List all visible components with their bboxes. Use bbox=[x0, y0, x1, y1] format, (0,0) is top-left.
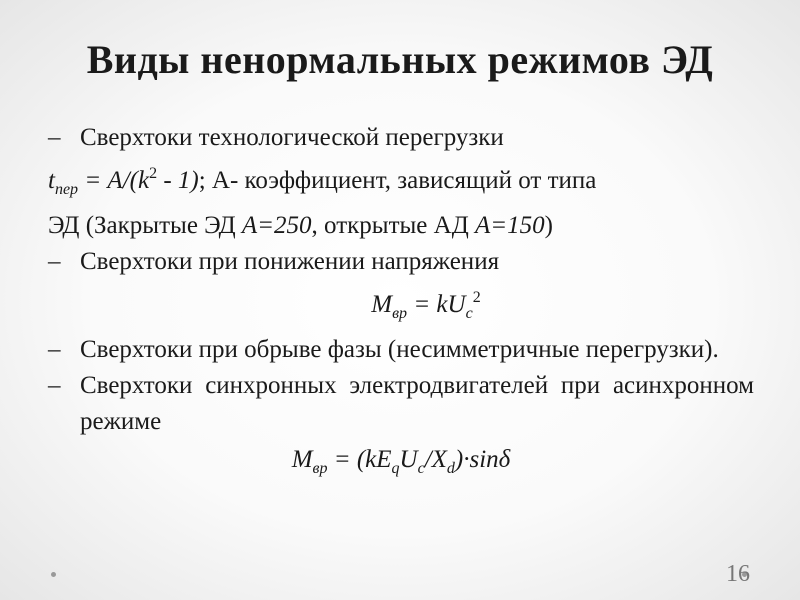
formula-time-overload bbox=[48, 156, 754, 208]
formula-eq: = A/(k bbox=[78, 167, 150, 194]
slide-title: Виды ненормальных режимов ЭД bbox=[86, 37, 714, 82]
formula-u: U bbox=[399, 446, 418, 473]
formula-superscript: 2 bbox=[149, 165, 158, 182]
formula-m-subscript: вр bbox=[312, 460, 328, 477]
bullet-text: Сверхтоки при обрыве фазы (несимметричные перегрузки). bbox=[80, 336, 719, 363]
formula-torque-voltage bbox=[48, 280, 754, 332]
slide-body bbox=[48, 120, 754, 487]
formula-x: /X bbox=[424, 446, 447, 473]
formula-m-subscript: вр bbox=[392, 305, 408, 322]
formula-u-subscript: c bbox=[465, 305, 473, 322]
bullet-item-phase-loss bbox=[48, 332, 754, 368]
bullet-item-undervoltage bbox=[48, 244, 754, 280]
formula-end: )·sinδ bbox=[454, 446, 511, 473]
formula-description-line2 bbox=[48, 208, 754, 244]
bullet-dash: – bbox=[48, 124, 61, 151]
bullet-text: Сверхтоки при понижении напряжения bbox=[80, 248, 500, 275]
formula-superscript: 2 bbox=[472, 289, 481, 306]
formula-m: M bbox=[291, 446, 313, 473]
desc-text-mid: , открытые АД bbox=[311, 212, 475, 239]
formula-description: ; А- коэффициент, зависящий от типа bbox=[198, 167, 597, 194]
bullet-text: Сверхтоки технологической перегрузки bbox=[80, 124, 504, 151]
bullet-item-overload bbox=[48, 120, 754, 156]
bullet-dash: – bbox=[48, 248, 61, 275]
formula-e-subscript: q bbox=[391, 460, 400, 477]
bullet-dash: – bbox=[48, 372, 61, 399]
bullet-text: Сверхтоки синхронных электродвигателей при асинхронном режиме bbox=[80, 372, 754, 435]
formula-u-subscript: c bbox=[417, 460, 425, 477]
formula-t: t bbox=[48, 167, 55, 194]
formula-eq: = kU bbox=[407, 291, 466, 318]
formula-m: M bbox=[371, 291, 393, 318]
formula-x-subscript: d bbox=[446, 460, 455, 477]
desc-text: ЭД (Закрытые ЭД bbox=[48, 212, 242, 239]
bullet-dash: – bbox=[48, 336, 61, 363]
decorative-dot-left bbox=[51, 572, 56, 577]
formula-t-subscript: пер bbox=[54, 181, 79, 198]
formula-eq: = (kE bbox=[327, 446, 392, 473]
desc-a-open: A=150 bbox=[475, 212, 545, 239]
desc-a-closed: A=250 bbox=[241, 212, 312, 239]
page-number: 16 bbox=[726, 561, 750, 587]
formula-torque-synchronous bbox=[48, 442, 754, 487]
formula-eq-end: - 1) bbox=[157, 167, 199, 194]
desc-text-end: ) bbox=[544, 212, 553, 239]
bullet-item-synchronous bbox=[48, 368, 754, 440]
